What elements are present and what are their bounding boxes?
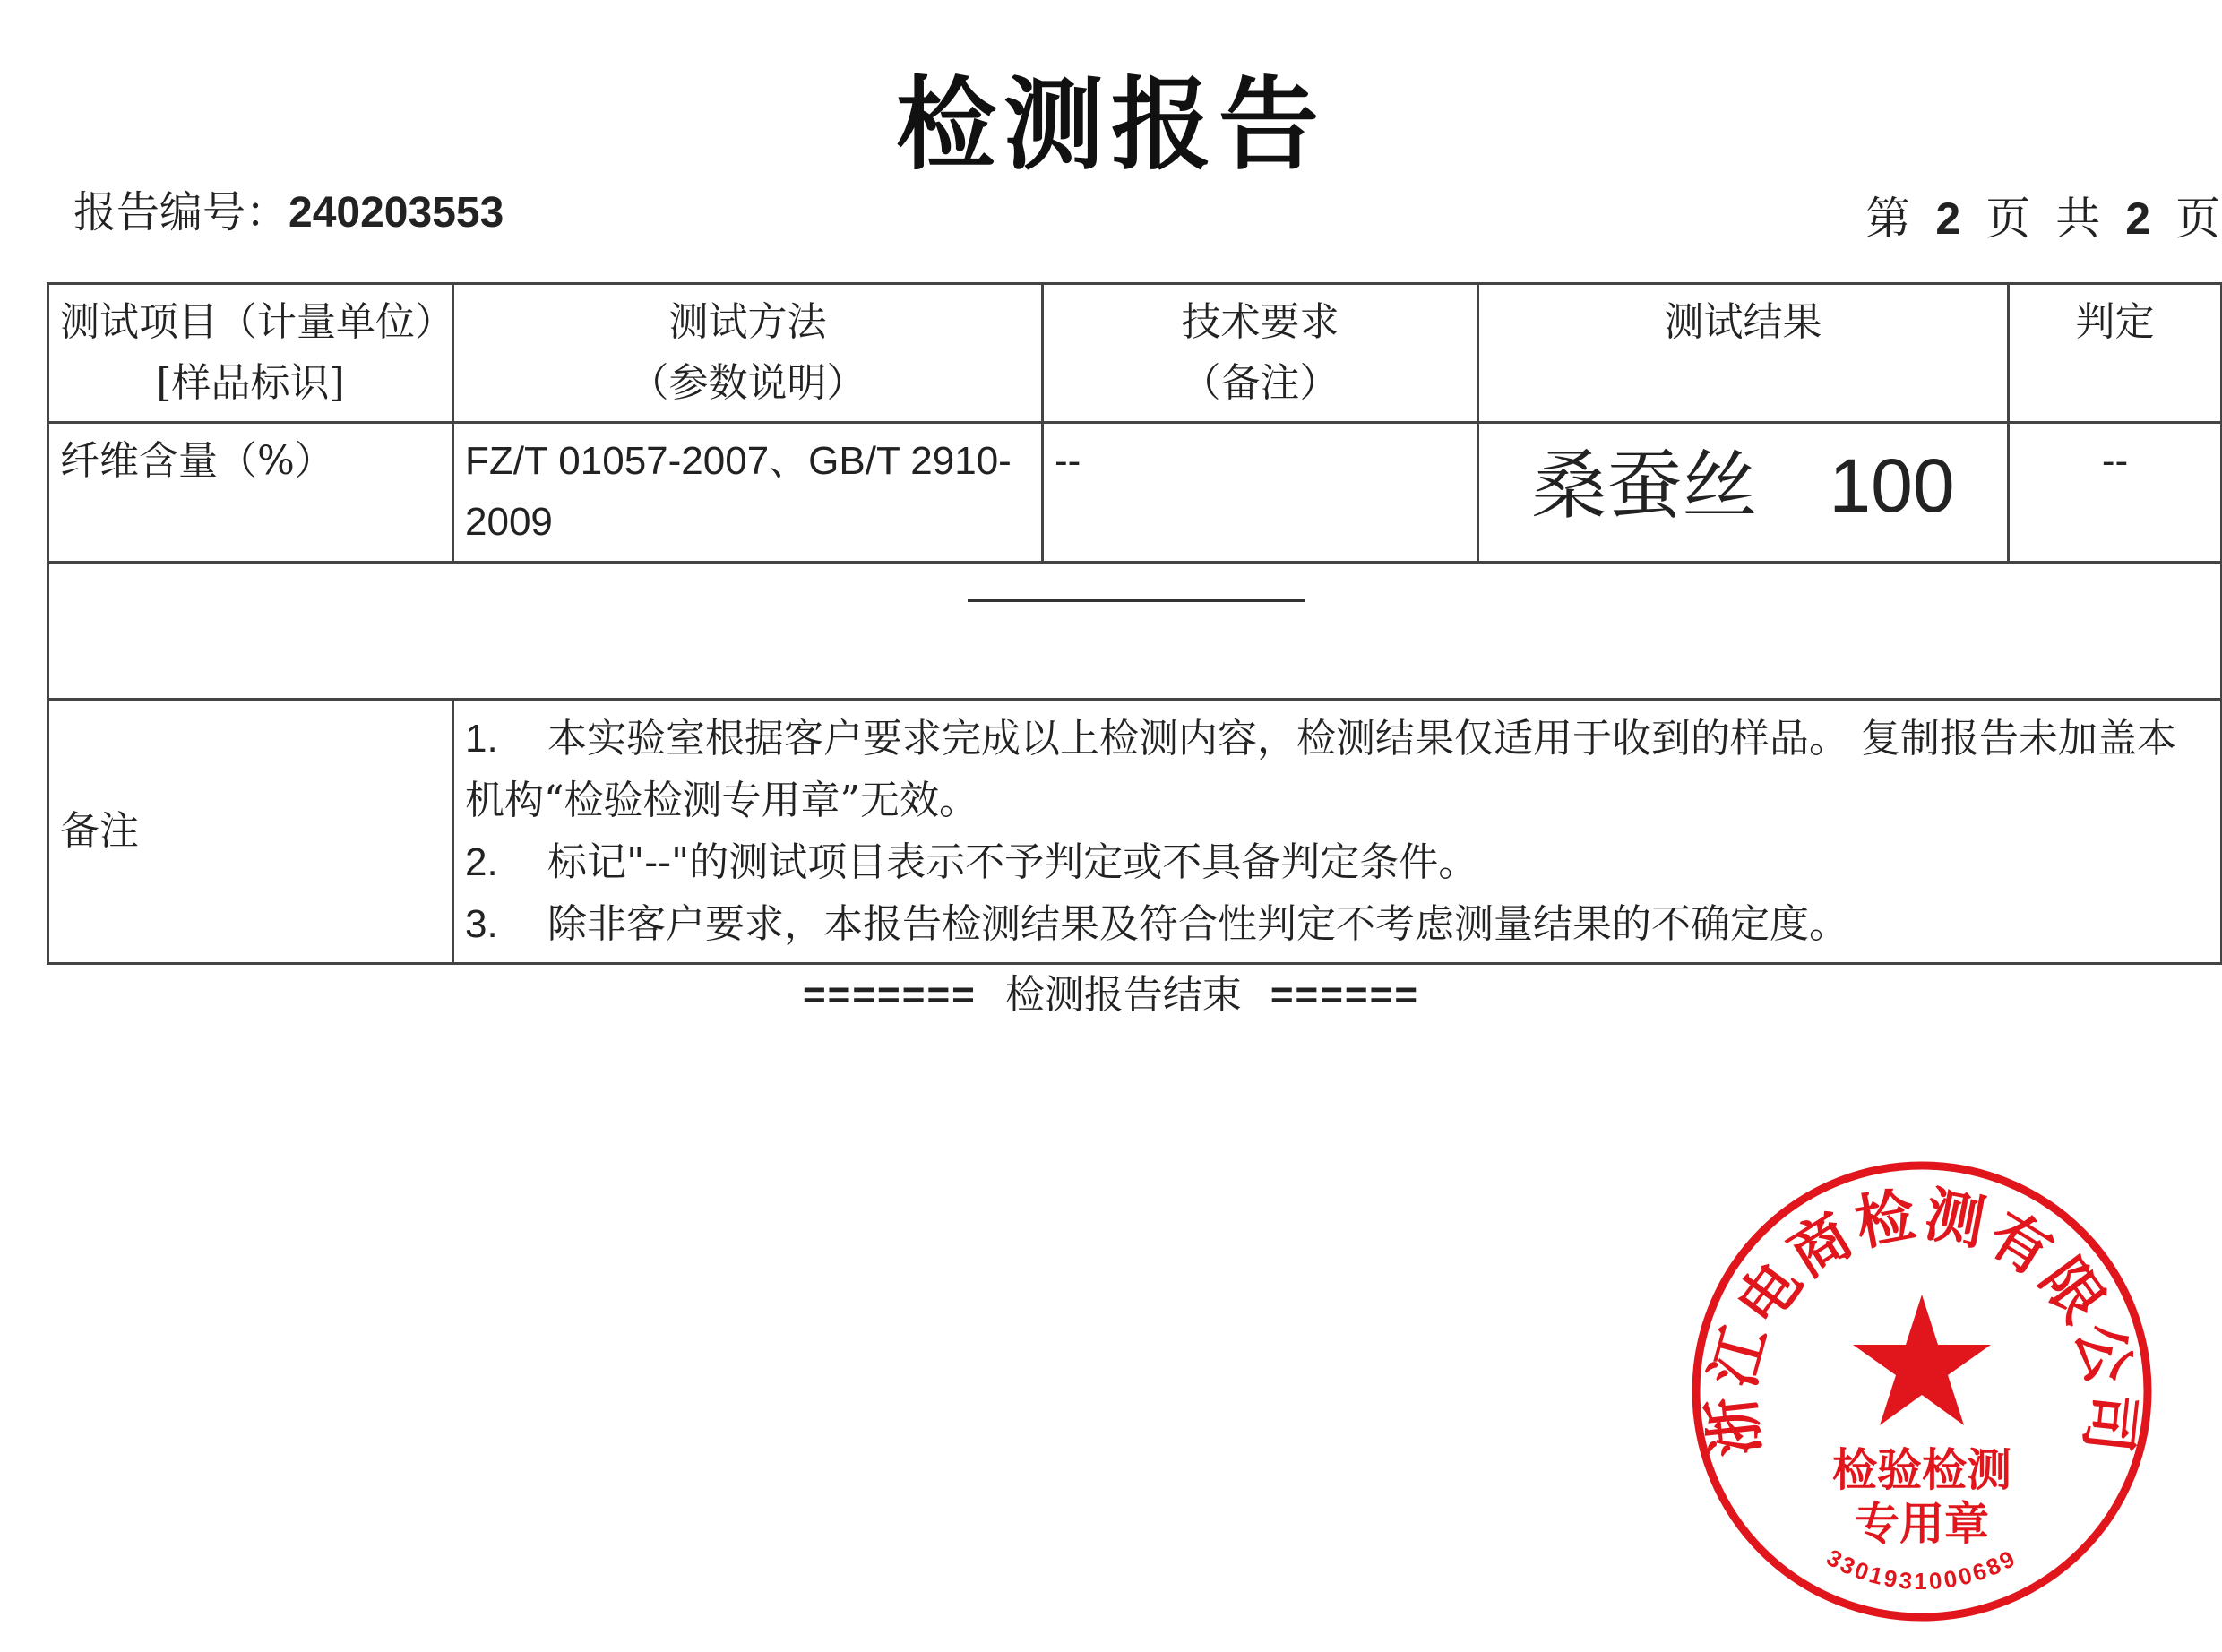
- seal-center-line1: 检验检测: [1832, 1444, 2011, 1496]
- note-item: 1. 本实验室根据客户要求完成以上检测内容，检测结果仅适用于收到的样品。 复制报告未加盖本机构“检验检测专用章”无效。: [465, 716, 2176, 823]
- cell-test-item: 纤维含量（%）: [48, 423, 453, 563]
- report-number-value: 240203553: [289, 189, 504, 237]
- notes-cell: [453, 700, 2222, 964]
- seal-star-icon: [1853, 1295, 1991, 1425]
- report-end-marker: ======= 检测报告结束 ======: [802, 972, 1420, 1018]
- report-number: [73, 177, 504, 239]
- table-header-row: [48, 284, 2222, 423]
- seal-center-line2: 专用章: [1855, 1498, 1989, 1550]
- report-number-label: 报告编号：: [73, 187, 289, 237]
- table-row: [48, 423, 2222, 563]
- blank-row: [48, 563, 2222, 700]
- notes-row: [48, 700, 2222, 964]
- header-test-item: 测试项目（计量单位） [样品标识]: [48, 284, 453, 423]
- cell-judgement: --: [2009, 423, 2222, 563]
- svg-text:3301931000689: [1822, 1544, 2021, 1595]
- page-suffix: 页: [2175, 193, 2220, 245]
- page-total-prefix: 共: [2055, 193, 2101, 245]
- cell-result: [1478, 423, 2009, 563]
- header-requirement: 技术要求 （备注）: [1043, 284, 1478, 423]
- notes-label: 备注: [48, 700, 453, 964]
- header-result: 测试结果: [1478, 284, 2009, 423]
- page-prefix: 第: [1865, 193, 1911, 245]
- page-mid: 页: [1985, 193, 2031, 245]
- seal-company-name: 浙江电商检测有限公司: [1696, 1179, 2148, 1460]
- note-item: 2. 标记"--"的测试项目表示不予判定或不具备判定条件。: [465, 839, 1478, 885]
- page-current: 2: [1935, 194, 1961, 244]
- result-name: 桑蚕丝: [1531, 442, 1758, 529]
- company-seal-stamp: [1686, 1156, 2157, 1627]
- divider-line: [968, 599, 1305, 602]
- header-test-method: 测试方法 （参数说明）: [453, 284, 1043, 423]
- page-indicator: [1840, 183, 2220, 247]
- page-total: 2: [2125, 194, 2150, 244]
- blank-cell: [48, 563, 2222, 700]
- result-value: 100: [1829, 443, 1955, 528]
- report-title: 检测报告: [896, 67, 1326, 184]
- header-judgement: 判定: [2009, 284, 2222, 423]
- note-item: 3. 除非客户要求，本报告检测结果及符合性判定不考虑测量结果的不确定度。: [465, 901, 1848, 947]
- seal-code: 3301931000689: [1822, 1544, 2022, 1596]
- cell-test-method: FZ/T 01057-2007、GB/T 2910-2009: [453, 423, 1043, 563]
- test-results-table: [47, 282, 2222, 965]
- cell-requirement: --: [1043, 423, 1478, 563]
